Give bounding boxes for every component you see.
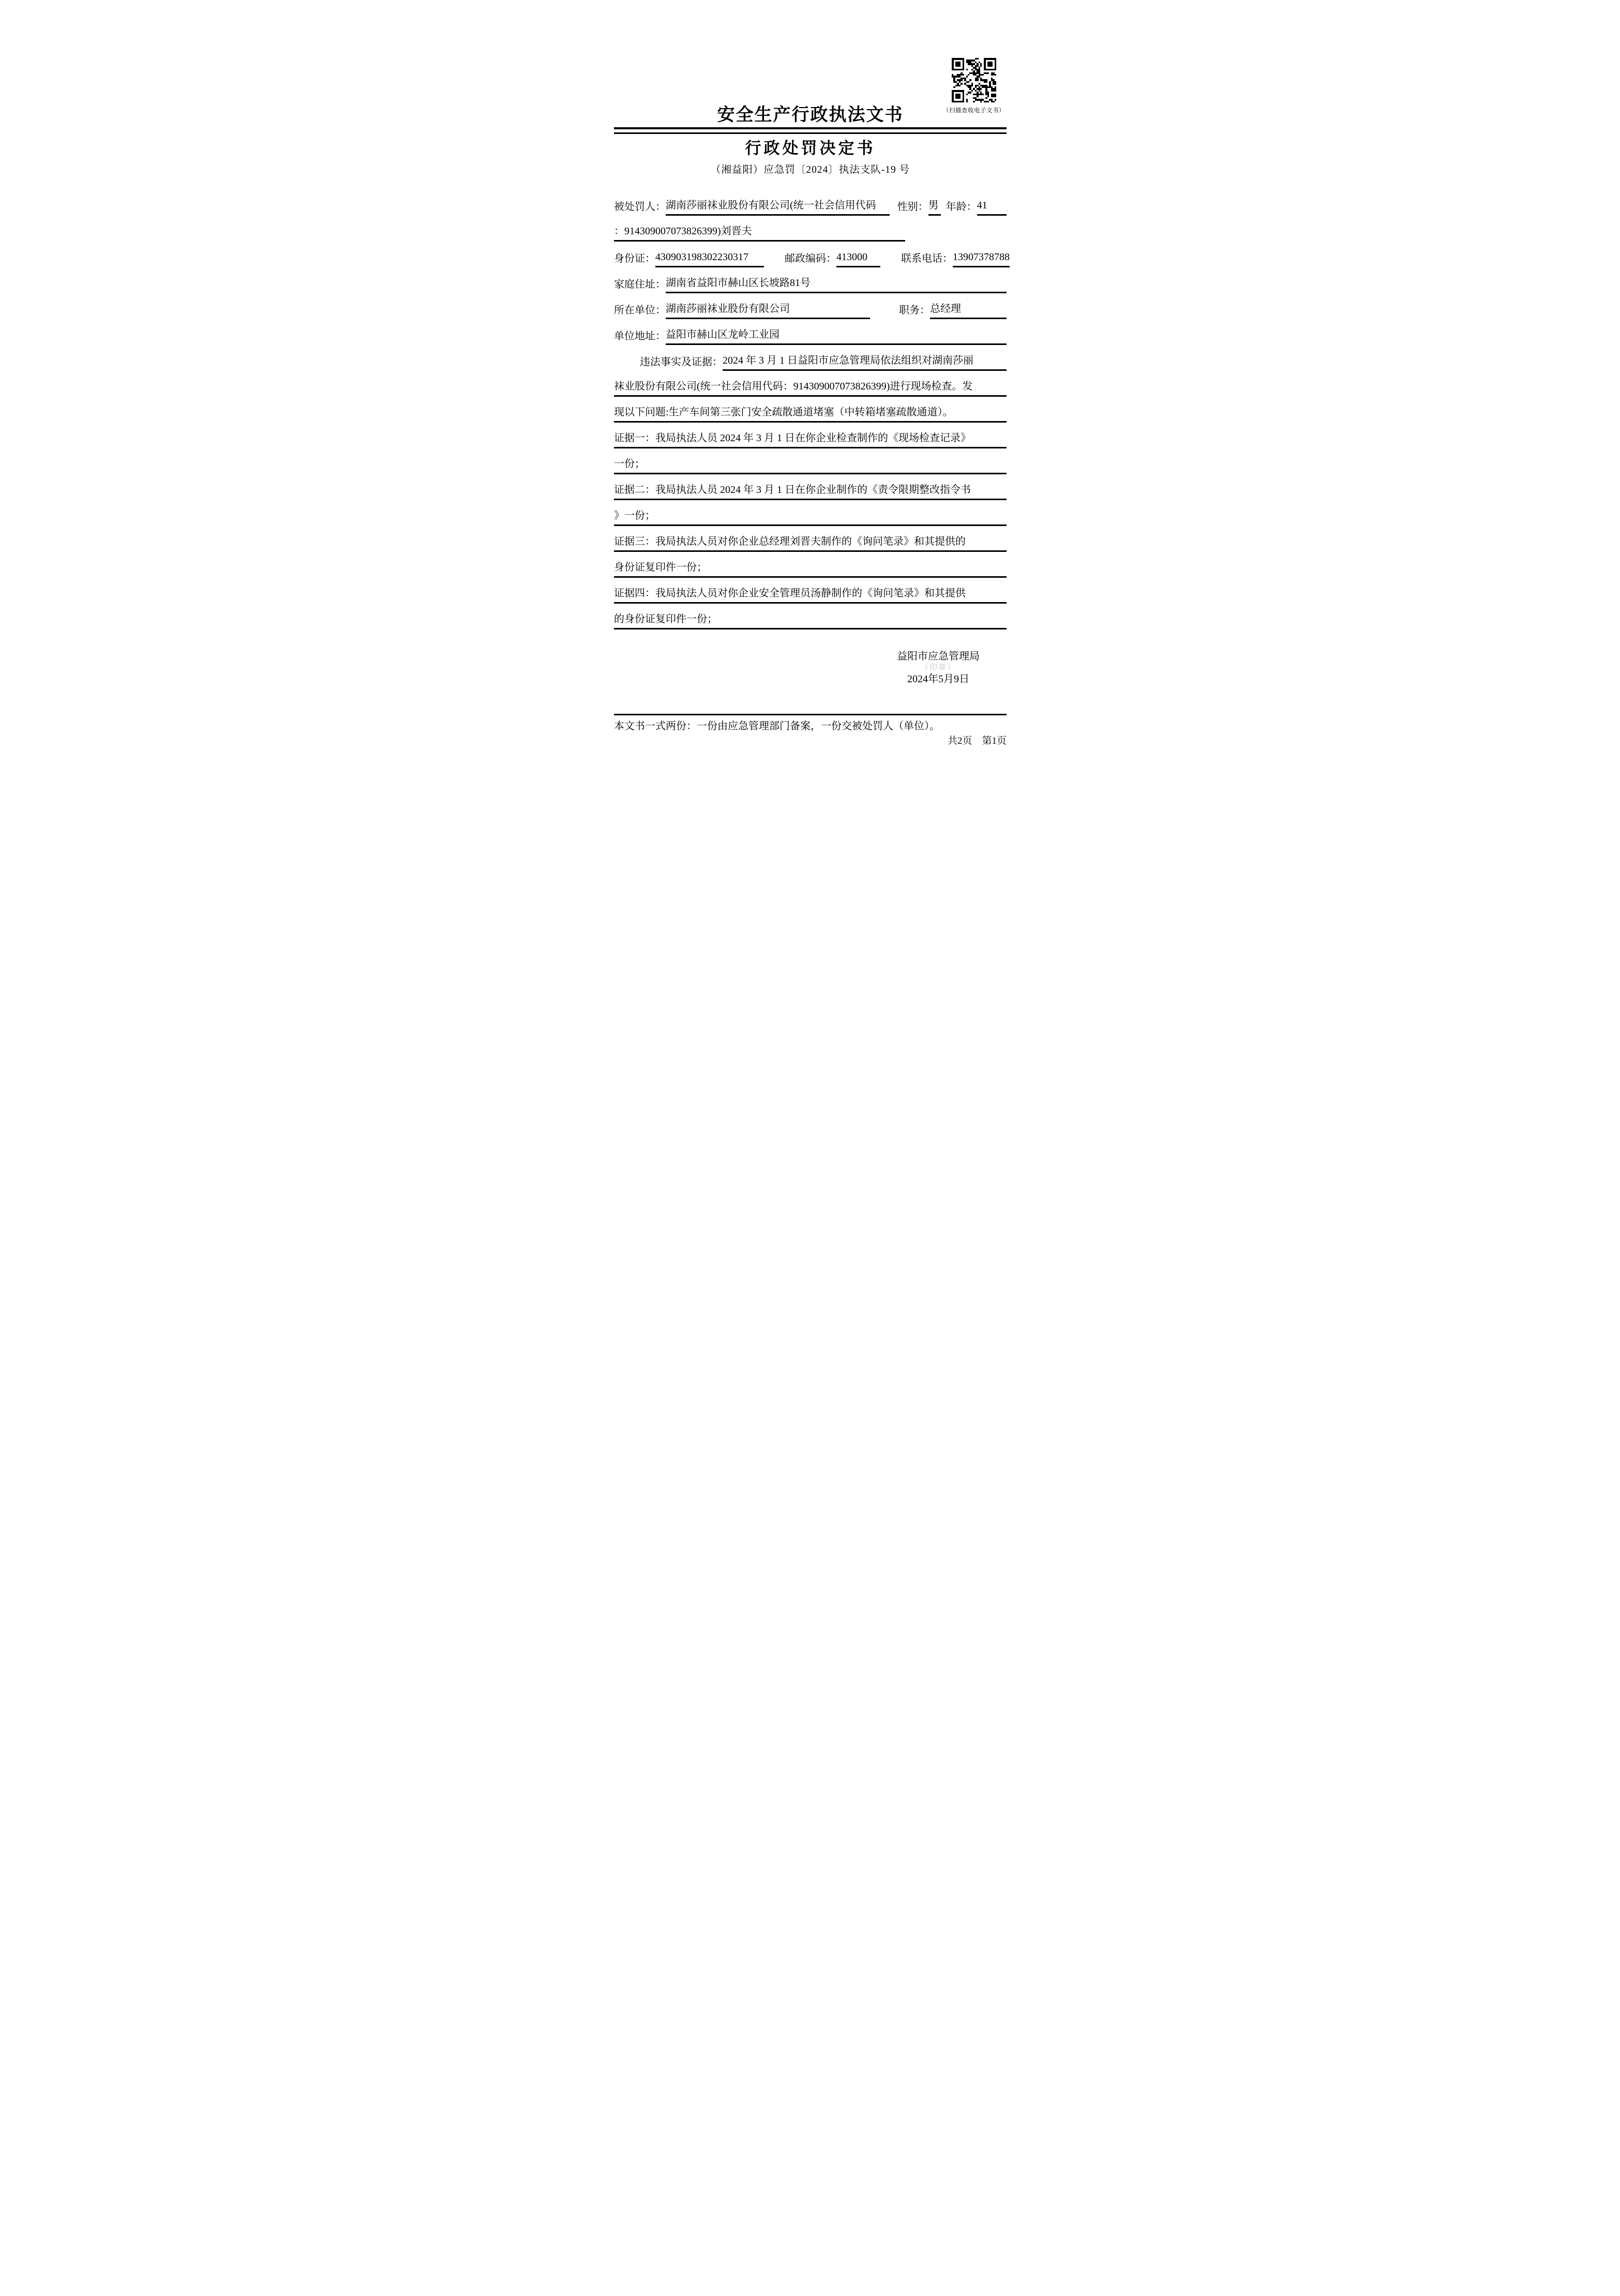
document-set-title: 安全生产行政执法文书 (717, 106, 904, 125)
qr-finder-top-right (984, 58, 996, 70)
postal-code-value: 413000 (836, 251, 880, 267)
field-id-postal-phone (614, 242, 1010, 267)
evidence-1-line2: 一份； (614, 448, 1007, 474)
seal-placeholder: （印章） (920, 664, 956, 672)
unit-address-label: 单位地址： (614, 331, 666, 342)
phone-value: 13907378788 (953, 251, 1010, 267)
home-address-label: 家庭住址： (614, 279, 666, 290)
home-address-value: 湖南省益阳市赫山区长坡路81号 (666, 274, 1007, 293)
field-employer-position (614, 293, 1007, 319)
footer-note: 本文书一式两份：一份由应急管理部门备案，一份交被处罚人（单位）。 (614, 714, 1007, 733)
unit-address-value: 益阳市赫山区龙岭工业园 (666, 326, 1007, 345)
postal-code-label: 邮政编码： (785, 253, 836, 264)
penalty-decision-document (540, 0, 1080, 766)
facts-label: 违法事实及证据： (640, 356, 723, 368)
qr-block (943, 58, 1005, 114)
employer-label: 所在单位： (614, 305, 666, 316)
issuing-agency: 益阳市应急管理局 (897, 651, 980, 662)
field-unit-address (614, 319, 1007, 345)
decision-date: 2024年5月9日 (907, 673, 969, 685)
gender-value: 男 (928, 197, 941, 216)
phone-label: 联系电话： (901, 253, 953, 264)
age-value: 41 (977, 200, 1007, 216)
evidence-3-line1: 证据三：我局执法人员对你企业总经理刘晋夫制作的《询问笔录》和其提供的 (614, 526, 1007, 552)
qr-code (952, 58, 996, 102)
age-label: 年龄： (946, 201, 977, 213)
facts-line3: 现以下问题:生产车间第三张门安全疏散通道堵塞（中转箱堵塞疏散通道）。 (614, 397, 1007, 423)
document-number: （湘益阳）应急罚〔2024〕执法支队-19 号 (710, 164, 910, 175)
qr-finder-top-left (952, 58, 964, 70)
qr-caption: （扫描查收电子文书） (943, 108, 1005, 114)
id-card-label: 身份证： (614, 253, 655, 264)
evidence-3-line2: 身份证复印件一份； (614, 552, 1007, 578)
page-indicator: 共2页 第1页 (947, 736, 1007, 746)
punished-person-label: 被处罚人： (614, 201, 666, 213)
position-label: 职务： (899, 305, 930, 316)
signature-block (871, 650, 1006, 686)
evidence-4-line1: 证据四：我局执法人员对你企业安全管理员汤静制作的《询问笔录》和其提供 (614, 578, 1007, 604)
employer-value: 湖南莎丽袜业股份有限公司 (666, 300, 870, 319)
id-card-value: 430903198302230317 (655, 251, 764, 267)
field-punished-person-line2 (614, 216, 1007, 242)
facts-line1 (614, 345, 1007, 371)
facts-line1-value: 2024 年 3 月 1 日益阳市应急管理局依法组织对湖南莎丽 (723, 352, 1007, 371)
evidence-2-line2: 》一份； (614, 500, 1007, 526)
facts-line2: 袜业股份有限公司(统一社会信用代码：914309007073826399)进行现场检查。发 (614, 371, 1007, 397)
page-title: 行政处罚决定书 (745, 139, 876, 157)
field-home-address (614, 267, 1007, 293)
evidence-4-line2: 的身份证复印件一份； (614, 604, 1007, 629)
punished-person-value: 湖南莎丽袜业股份有限公司(统一社会信用代码 (666, 197, 890, 216)
qr-finder-bottom-left (952, 90, 964, 102)
punished-person-value-continued: ：914309007073826399)刘晋夫 (614, 222, 905, 242)
field-punished-person-line1 (614, 190, 1007, 216)
gender-label: 性别： (897, 201, 928, 213)
position-value: 总经理 (930, 300, 1007, 319)
title-divider (614, 127, 1007, 134)
evidence-1-line1: 证据一：我局执法人员 2024 年 3 月 1 日在你企业检查制作的《现场检查记录》 (614, 423, 1007, 448)
evidence-2-line1: 证据二：我局执法人员 2024 年 3 月 1 日在你企业制作的《责令限期整改指令书 (614, 474, 1007, 500)
footer (614, 714, 1007, 747)
